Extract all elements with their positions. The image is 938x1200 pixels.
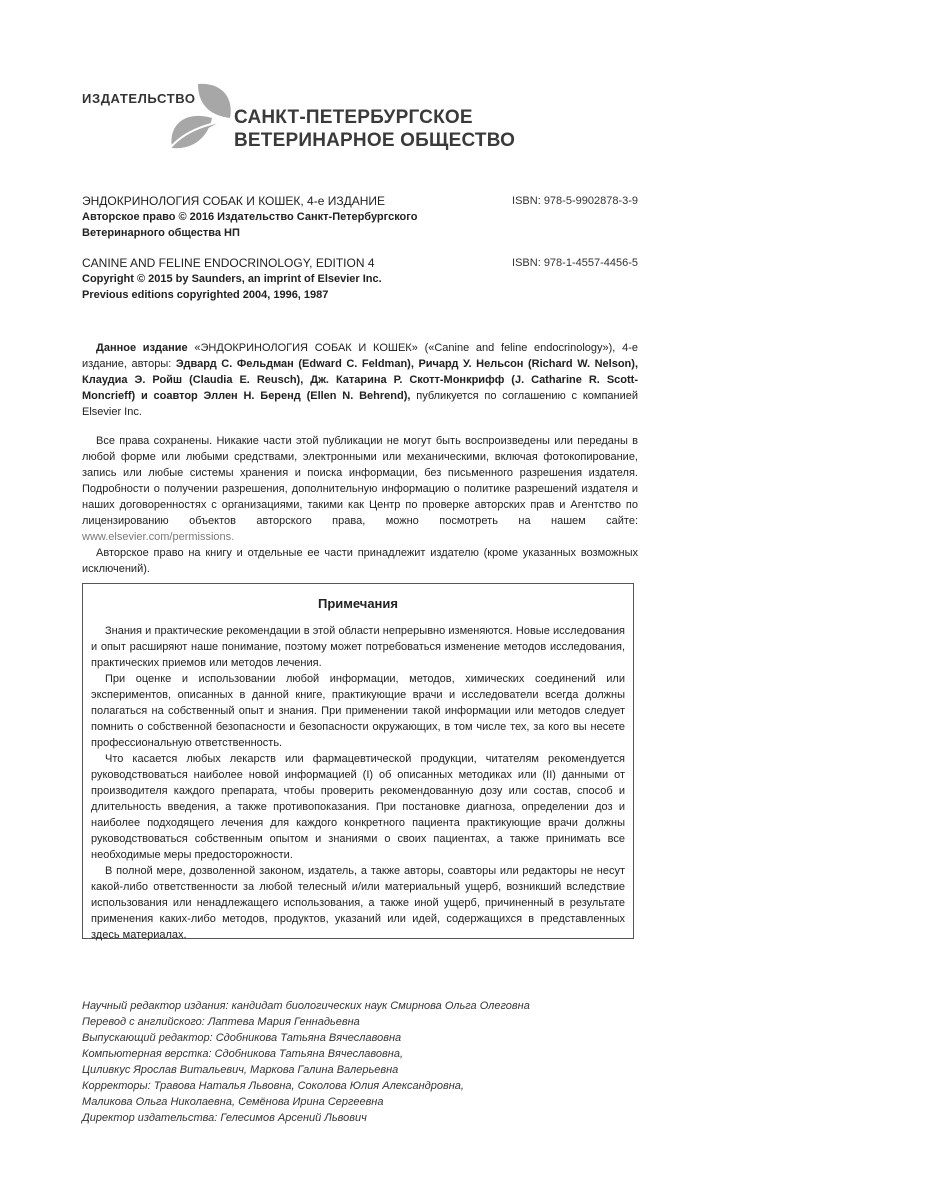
publisher-logo	[82, 78, 542, 158]
notes-heading: Примечания	[317, 596, 398, 611]
license-bold-2: Эдвард С. Фельдман (Edward C. Feldman), Ричард У. Нельсон (Richard W. Nelson), Клаудиа Э. Ройш (Claudia E. Reusch), Дж. Катарина Р. Скотт-Монкрифф (J. Catharine R. Scott-Moncrieff) и соавтор Эллен Н. Беренд (Ellen N. Behrend),	[82, 358, 638, 402]
publisher-name-line2: ВЕТЕРИНАРНОЕ ОБЩЕСТВО	[234, 130, 516, 151]
license-paragraph	[82, 340, 638, 420]
credits	[82, 998, 642, 1126]
leaves-icon	[164, 78, 234, 150]
notes-paragraph: Знания и практические рекомендации в этой области непрерывно изменяются. Новые исследования и опыт расширяют наше понимание, поэтому может потребоваться изменение методов исследования, практических приемов или методов лечения.	[91, 625, 625, 669]
publisher-prefix: ИЗДАТЕЛЬСТВО	[82, 91, 196, 106]
license-text-2: публикуется по соглашению с компанией Elsevier Inc.	[82, 390, 639, 418]
original-edition-block	[82, 255, 638, 303]
notes-box	[82, 583, 634, 939]
credit-line: Маликова Ольга Николаевна, Семёнова Ирина Сергеевна	[82, 1096, 384, 1108]
rights-paragraphs	[82, 433, 638, 577]
license-bold-1: Данное издание	[96, 342, 188, 354]
license-text-1: «ЭНДОКРИНОЛОГИЯ СОБАК И КОШЕК» («Canine and feline endocrinology»), 4-е издание, авторы:	[82, 342, 638, 370]
credit-line: Выпускающий редактор: Сдобникова Татьяна Вячеславовна	[82, 1032, 402, 1044]
russian-copyright-line1: Авторское право © 2016 Издательство Санкт-Петербургского	[82, 211, 418, 223]
original-edition-isbn: ISBN: 978-1-4557-4456-5	[512, 257, 638, 269]
russian-edition-isbn: ISBN: 978-5-9902878-3-9	[512, 195, 638, 207]
russian-copyright-line2: Ветеринарного общества НП	[82, 227, 240, 239]
rights-text-1: Все права сохранены. Никакие части этой публикации не могут быть воспроизведены или переданы в любой форме или любыми средствами, электронными или механическими, включая фотокопирование, запись или любые системы хранения и поиска информации, без письменного разрешения издателя. Подробности о получении разрешения, дополнительную информацию о политике разрешений издателя и наших договоренностях с организациями, такими как Центр по проверке авторских прав и Агентство по лицензированию объектов авторского права, можно посмотреть на нашем сайте:	[82, 435, 638, 527]
notes-paragraph: Что касается любых лекарств или фармацевтической продукции, читателям рекомендуется руководствоваться наиболее новой информацией (I) об описанных методиках или (II) данными от производителя каждого препарата, чтобы проверить рекомендованную дозу или состав, способ и длительность введения, а также противопоказания. При постановке диагноза, определении доз и наиболее подходящего лечения для каждого конкретного пациента практикующие врачи должны руководствоваться собственным опытом и знаниями о своих пациентах, а также принимать все необходимые меры предосторожности.	[91, 753, 625, 861]
original-copyright-line1: Copyright © 2015 by Saunders, an imprint of Elsevier Inc.	[82, 273, 382, 285]
rights-paragraph-2: Авторское право на книгу и отдельные ее части принадлежит издателю (кроме указанных возможных исключений).	[82, 547, 638, 575]
russian-edition-block	[82, 193, 638, 241]
original-copyright-line2: Previous editions copyrighted 2004, 1996, 1987	[82, 289, 329, 301]
publisher-name-line1: САНКТ-ПЕТЕРБУРГСКОЕ	[234, 107, 473, 128]
credit-line: Циливкус Ярослав Витальевич, Маркова Галина Валерьевна	[82, 1064, 399, 1076]
credit-line: Перевод с английского: Лаптева Мария Геннадьевна	[82, 1016, 360, 1028]
rights-paragraph-1	[82, 433, 638, 545]
publisher-name	[234, 106, 515, 152]
permissions-link[interactable]: www.elsevier.com/permissions.	[82, 531, 235, 543]
credit-line: Директор издательства: Гелесимов Арсений Львович	[82, 1112, 367, 1124]
credit-line: Научный редактор издания: кандидат биологических наук Смирнова Ольга Олеговна	[82, 1000, 530, 1012]
notes-paragraph: В полной мере, дозволенной законом, издатель, а также авторы, соавторы или редакторы не несут какой-либо ответственности за любой телесный и/или материальный ущерб, возникший вследствие использования или ненадлежащего использования, а также иной ущерб, причиненный в результате применения каких-либо методов, продуктов, указаний или идей, содержащихся в представленных здесь материалах.	[91, 865, 625, 941]
russian-edition-title: ЭНДОКРИНОЛОГИЯ СОБАК И КОШЕК, 4-е ИЗДАНИЕ	[82, 194, 386, 208]
credit-line: Компьютерная верстка: Сдобникова Татьяна Вячеславовна,	[82, 1048, 404, 1060]
original-edition-title: CANINE AND FELINE ENDOCRINOLOGY, EDITION 4	[82, 256, 375, 270]
credit-line: Корректоры: Травова Наталья Львовна, Соколова Юлия Александровна,	[82, 1080, 464, 1092]
notes-paragraph: При оценке и использовании любой информации, методов, химических соединений или экспериментов, описанных в данной книге, практикующие врачи и исследователи всегда должны полагаться на собственный опыт и знания. При применении такой информации или методов следует помнить о собственной безопасности и безопасности окружающих, в том числе тех, за кого вы несете профессиональную ответственность.	[91, 673, 625, 749]
